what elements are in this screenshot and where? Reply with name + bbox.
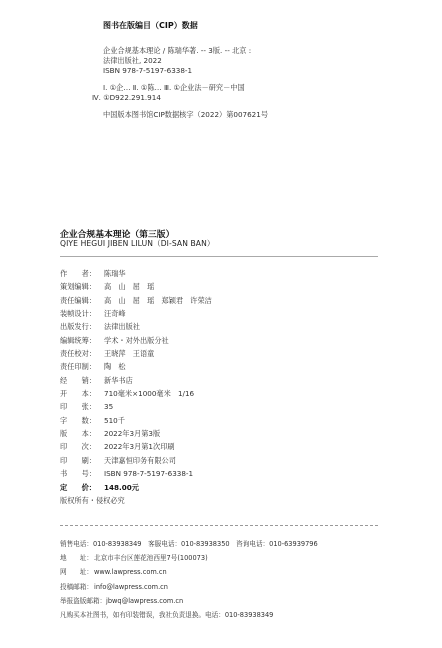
contact-label: 举报盗版邮箱： xyxy=(60,596,107,605)
cip-heading: 图书在版编目（CIP）数据 xyxy=(103,21,198,30)
book-title-chinese: 企业合规基本理论（第三版） xyxy=(60,230,175,240)
cip-line: 法律出版社, 2022 xyxy=(103,56,162,65)
info-row xyxy=(60,440,380,453)
contact-value: 北京市丰台区莲花池西里7号(100073) xyxy=(94,554,208,563)
info-value: 710毫米×1000毫米 1/16 xyxy=(104,389,195,399)
website-link[interactable]: www.lawpress.com.cn xyxy=(94,568,167,577)
piracy-report-email-link[interactable]: jbwq@lawpress.com.cn xyxy=(106,596,184,605)
contact-row xyxy=(60,594,400,608)
contact-row xyxy=(60,551,400,565)
contact-row xyxy=(60,565,400,579)
price-value: 148.00元 xyxy=(104,482,139,492)
info-value: 高 山 屈 瑶 xyxy=(104,282,155,292)
info-row xyxy=(60,374,380,387)
info-label: 编辑统筹： xyxy=(60,335,96,345)
contact-row xyxy=(60,580,400,594)
publication-info-list xyxy=(60,267,380,507)
info-row xyxy=(60,280,380,293)
contact-label: 地 址： xyxy=(60,554,93,563)
info-value: 法律出版社 xyxy=(104,322,140,332)
info-row xyxy=(60,427,380,440)
info-label: 出版发行： xyxy=(60,322,96,332)
submission-email-link[interactable]: info@lawpress.com.cn xyxy=(94,582,168,591)
info-value: 510千 xyxy=(104,415,125,425)
info-row xyxy=(60,334,380,347)
info-value: 2022年3月第3版 xyxy=(104,429,161,439)
contact-row xyxy=(60,608,400,622)
info-row xyxy=(60,320,380,333)
info-row xyxy=(60,454,380,467)
info-label: 字 数： xyxy=(60,415,96,425)
info-row xyxy=(60,347,380,360)
info-value: 天津嘉恒印务有限公司 xyxy=(104,455,176,465)
info-label: 印 次： xyxy=(60,442,96,452)
info-label: 经 销： xyxy=(60,375,96,385)
info-value: 2022年3月第1次印刷 xyxy=(104,442,175,452)
info-row xyxy=(60,414,380,427)
info-label: 作 者： xyxy=(60,269,96,278)
cip-line: 企业合规基本理论 / 陈瑞华著. -- 3版. -- 北京 : xyxy=(103,46,252,55)
divider-top xyxy=(60,256,378,257)
contact-value: 销售电话：010-83938349 客服电话：010-83938350 咨询电话：010-63939796 xyxy=(60,540,318,548)
cip-line: ISBN 978-7-5197-6338-1 xyxy=(103,66,193,75)
info-row xyxy=(60,400,380,413)
info-value: 陶 松 xyxy=(104,362,126,372)
info-value: 高 山 屈 瑶 郑颖君 许荣洁 xyxy=(104,295,212,305)
info-label: 印 刷： xyxy=(60,455,96,465)
info-label: 印 张： xyxy=(60,402,96,412)
info-value: 新华书店 xyxy=(104,375,133,385)
info-row xyxy=(60,267,380,280)
info-label: 责任编辑： xyxy=(60,295,96,305)
info-row xyxy=(60,294,380,307)
info-value: 35 xyxy=(104,402,114,412)
cip-line: Ⅰ. ①企… Ⅱ. ①陈… Ⅲ. ①企业法－研究－中国 xyxy=(103,83,245,92)
info-label: 责任印制： xyxy=(60,362,96,372)
divider-bottom xyxy=(60,525,378,526)
info-label: 开 本： xyxy=(60,389,96,399)
info-row xyxy=(60,467,380,480)
contact-value: 凡购买本社图书，如有印装错误，我社负责退换。电话：010-83938349 xyxy=(60,610,274,619)
info-row xyxy=(60,360,380,373)
info-row xyxy=(60,307,380,320)
info-label: 责任校对： xyxy=(60,349,96,359)
info-label: 策划编辑： xyxy=(60,282,96,292)
info-value: 学术・对外出版分社 xyxy=(104,335,169,345)
info-value: 陈瑞华 xyxy=(104,269,126,278)
publisher-contact-list xyxy=(60,537,400,622)
contact-label: 投稿邮箱： xyxy=(60,582,93,591)
copyright-notice xyxy=(60,494,380,507)
book-title-pinyin: QIYE HEGUI JIBEN LILUN（DI-SAN BAN） xyxy=(60,239,215,248)
contact-label: 网 址： xyxy=(60,568,93,577)
cip-line: Ⅳ. ①D922.291.914 xyxy=(92,93,161,102)
info-value: 汪奇峰 xyxy=(104,309,126,319)
info-value: 王晓萍 王语童 xyxy=(104,349,155,359)
info-label: 版 本： xyxy=(60,429,96,439)
cip-line: 中国版本图书馆CIP数据核字（2022）第007621号 xyxy=(103,110,269,119)
info-label: 定 价： xyxy=(60,482,96,492)
info-row xyxy=(60,387,380,400)
info-label: 装帧设计： xyxy=(60,309,96,319)
info-value: 版权所有・侵权必究 xyxy=(60,495,125,505)
price-row xyxy=(60,481,380,494)
info-label: 书 号： xyxy=(60,469,96,479)
info-value: ISBN 978-7-5197-6338-1 xyxy=(104,469,194,479)
contact-row xyxy=(60,537,400,551)
